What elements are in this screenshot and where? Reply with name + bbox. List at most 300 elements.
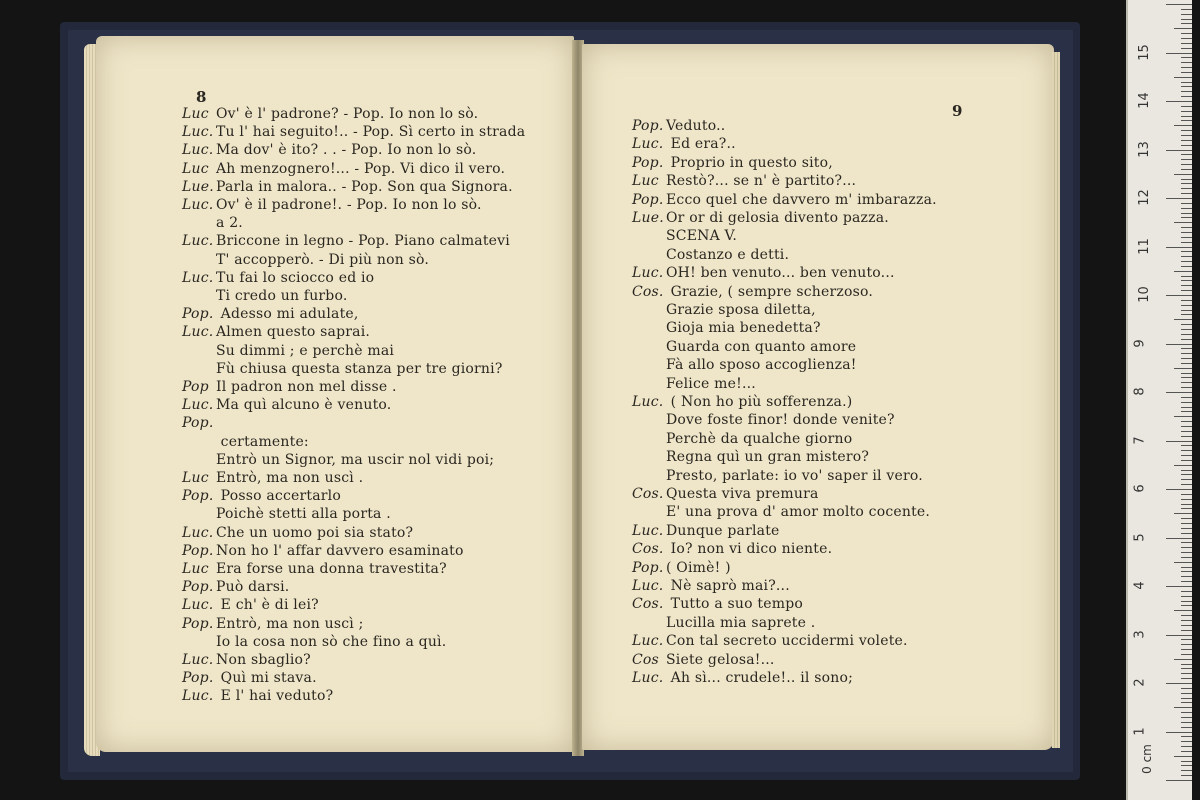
text-line [182, 452, 494, 468]
ruler-tick [1174, 222, 1192, 223]
ruler-tick [1181, 276, 1192, 277]
ruler-tick [1166, 780, 1192, 781]
ruler-tick [1181, 251, 1192, 252]
line-text: Ti credo un furbo. [216, 288, 348, 304]
text-line [632, 541, 832, 557]
ruler-number: 4 [1132, 581, 1148, 590]
line-text: Gioja mia benedetta? [666, 320, 821, 337]
line-text: Fù chiusa questa stanza per tre giorni? [216, 360, 503, 377]
speaker-label: Pop. [632, 154, 664, 171]
line-text: E l' hai veduto? [216, 688, 334, 705]
ruler-tick [1181, 213, 1192, 214]
ruler-tick [1181, 261, 1192, 262]
ruler-tick [1181, 242, 1192, 243]
speaker-label: Luc. [632, 670, 664, 686]
text-line [182, 415, 216, 431]
ruler-tick [1174, 756, 1192, 757]
ruler-tick [1181, 373, 1192, 374]
line-text: E ch' è di lei? [216, 597, 319, 614]
ruler-tick [1181, 159, 1192, 160]
ruler-tick [1181, 86, 1192, 87]
ruler-tick [1181, 470, 1192, 471]
ruler-number: 12 [1136, 189, 1152, 206]
line-text: a 2. [216, 215, 243, 232]
text-line [182, 288, 348, 304]
line-text: Lucilla mia saprete . [666, 614, 816, 631]
ruler-tick [1181, 91, 1192, 92]
ruler-tick [1181, 140, 1192, 141]
ruler-tick [1181, 164, 1192, 165]
line-text: Entrò, ma non uscì ; [216, 615, 364, 632]
text-line [632, 173, 856, 189]
ruler-tick [1181, 741, 1192, 742]
line-text: Regna quì un gran mistero? [666, 449, 870, 466]
ruler-tick [1181, 761, 1192, 762]
speaker-label: Pop. [182, 579, 214, 596]
line-text: Ma quì alcuno è venuto. [216, 397, 392, 414]
line-text: Su dimmi ; e perchè mai [216, 342, 395, 359]
text-line [182, 215, 243, 231]
text-line [182, 106, 478, 122]
ruler-tick [1181, 310, 1192, 311]
line-text: Entrò un Signor, ma uscir nol vidi poi; [216, 451, 495, 468]
speaker-label: Luc. [632, 522, 664, 539]
ruler-tick [1181, 411, 1192, 412]
line-text: ( Oimè! ) [666, 559, 731, 576]
line-text: Fà allo sposo accoglienza! [666, 357, 857, 374]
speaker-label: Luc. [182, 324, 214, 341]
line-text: Felice me!... [666, 375, 756, 392]
ruler-tick [1181, 193, 1192, 194]
ruler-tick [1181, 474, 1192, 475]
ruler-tick [1181, 664, 1192, 665]
line-text: Il padron non mel disse . [216, 379, 397, 395]
speaker-label: Pop. [182, 415, 214, 432]
ruler-tick [1181, 736, 1192, 737]
page-edges-right [1052, 52, 1060, 748]
text-line [632, 136, 736, 152]
ruler-tick [1174, 562, 1192, 563]
ruler-tick [1181, 57, 1192, 58]
speaker-label: Pop. [632, 118, 664, 134]
speaker-label: Luc. [182, 269, 214, 286]
line-text: Grazie, ( sempre scherzoso. [666, 283, 874, 300]
text-line [632, 652, 775, 668]
line-text: OH! ben venuto... ben venuto... [666, 265, 895, 282]
speaker-label: Pop. [632, 559, 664, 576]
ruler-tick [1181, 601, 1192, 602]
ruler-tick [1181, 72, 1192, 73]
line-text: Tu fai lo sciocco ed io [216, 269, 375, 286]
line-text: Che un uomo poi sia stato? [216, 524, 414, 541]
ruler-tick [1181, 542, 1192, 543]
line-text: Parla in malora.. - Pop. Son qua Signora. [216, 178, 513, 195]
ruler-tick [1181, 353, 1192, 354]
text-line [632, 523, 780, 539]
ruler-tick [1181, 329, 1192, 330]
text-line [182, 543, 464, 559]
ruler-tick [1181, 23, 1192, 24]
ruler-tick [1181, 596, 1192, 597]
text-line [182, 270, 374, 286]
speaker-label: Cos. [632, 596, 664, 613]
speaker-label: Cos. [632, 283, 664, 300]
text-line [632, 431, 852, 447]
line-text: Perchè da qualche giorno [666, 430, 853, 447]
ruler-tick [1181, 48, 1192, 49]
ruler-tick [1181, 266, 1192, 267]
line-text: Era forse una donna travestita? [216, 561, 447, 577]
text-line [632, 357, 857, 373]
ruler-tick [1181, 504, 1192, 505]
ruler-tick [1166, 247, 1192, 248]
ruler-tick [1181, 765, 1192, 766]
text-line [632, 504, 930, 520]
ruler-tick [1181, 649, 1192, 650]
text-line [182, 361, 503, 377]
ruler-tick [1166, 344, 1192, 345]
ruler-number: 2 [1132, 678, 1148, 687]
ruler-tick [1174, 707, 1192, 708]
ruler-tick [1181, 479, 1192, 480]
ruler-tick [1166, 392, 1192, 393]
ruler-number: 15 [1136, 43, 1152, 61]
ruler-tick [1181, 557, 1192, 558]
ruler-tick [1181, 82, 1192, 83]
ruler-tick [1181, 591, 1192, 592]
ruler-tick [1181, 33, 1192, 34]
line-text: Ah sì... crudele!.. il sono; [666, 670, 854, 686]
speaker-label: Cos. [632, 541, 664, 558]
speaker-label: Lue. [632, 210, 664, 226]
ruler-tick [1181, 644, 1192, 645]
text-line [632, 449, 869, 465]
ruler-tick [1181, 523, 1192, 524]
line-text: Grazie sposa diletta, [666, 302, 816, 318]
text-line [632, 486, 819, 502]
line-text: Presto, parlate: io vo' saper il vero. [666, 467, 923, 484]
ruler-tick [1181, 43, 1192, 44]
text-line [632, 302, 816, 318]
ruler-number: 5 [1132, 532, 1148, 542]
line-text: SCENA V. [666, 228, 738, 245]
ruler-tick [1181, 615, 1192, 616]
ruler-tick [1181, 67, 1192, 68]
text-line [182, 525, 413, 541]
text-line [182, 233, 510, 249]
ruler-tick [1181, 688, 1192, 689]
ruler-tick [1181, 106, 1192, 107]
ruler-tick [1181, 256, 1192, 257]
text-line [632, 394, 852, 410]
line-text: Ov' è l' padrone? - Pop. Io non lo sò. [216, 106, 479, 122]
ruler-tick [1174, 77, 1192, 78]
ruler-tick [1181, 668, 1192, 669]
ruler-tick [1166, 635, 1192, 636]
speaker-label: Luc. [182, 688, 214, 705]
line-text: Briccone in legno - Pop. Piano calmatevi [216, 233, 510, 250]
ruler-tick [1181, 751, 1192, 752]
ruler-tick [1174, 125, 1192, 126]
ruler-tick [1181, 460, 1192, 461]
line-text: Veduto.. [666, 118, 726, 134]
ruler-tick [1181, 232, 1192, 233]
ruler-tick [1181, 305, 1192, 306]
line-text: ( Non ho più sofferenza.) [666, 394, 853, 410]
ruler-tick [1181, 625, 1192, 626]
text-line [632, 284, 873, 300]
ruler-tick [1181, 387, 1192, 388]
text-line [632, 615, 815, 631]
text-line [182, 597, 319, 613]
speaker-label: Pop. [182, 670, 214, 687]
text-line [182, 670, 317, 686]
text-line [632, 228, 737, 244]
ruler-tick [1181, 290, 1192, 291]
ruler-tick [1174, 28, 1192, 29]
speaker-label: Luc [182, 470, 209, 486]
text-line [182, 579, 289, 595]
text-line [632, 192, 937, 208]
ruler-tick [1166, 295, 1192, 296]
ruler-tick [1181, 581, 1192, 582]
ruler-tick [1181, 630, 1192, 631]
speaker-label: Pop. [632, 191, 664, 208]
text-line [182, 434, 309, 450]
text-line [632, 560, 731, 576]
ruler-tick [1181, 111, 1192, 112]
speaker-label: Luc. [182, 124, 214, 141]
ruler-tick [1181, 38, 1192, 39]
ruler-tick [1181, 300, 1192, 301]
line-text: certamente: [216, 433, 309, 450]
ruler-tick [1174, 659, 1192, 660]
ruler-tick [1181, 727, 1192, 728]
speaker-label: Luc [182, 561, 209, 577]
speaker-label: Luc. [632, 265, 664, 282]
ruler-tick [1181, 237, 1192, 238]
speaker-label: Luc. [182, 397, 214, 414]
speaker-label: Luc. [182, 652, 214, 668]
speaker-label: Luc [182, 160, 209, 177]
ruler-tick [1166, 441, 1192, 442]
ruler-tick [1181, 702, 1192, 703]
ruler-tick [1181, 324, 1192, 325]
ruler-tick [1181, 382, 1192, 383]
ruler-tick [1181, 450, 1192, 451]
text-line [182, 616, 364, 632]
measurement-ruler [1126, 0, 1192, 800]
ruler-tick [1181, 154, 1192, 155]
text-line [182, 343, 394, 359]
page-number-right: 9 [952, 102, 963, 120]
line-text: Tu l' hai seguito!.. - Pop. Sì certo in strada [216, 124, 526, 141]
line-text: Io la cosa non sò che fino a quì. [216, 633, 447, 650]
ruler-tick [1181, 334, 1192, 335]
ruler-number: 1 [1132, 726, 1148, 736]
ruler-number: 8 [1132, 387, 1148, 396]
ruler-tick [1181, 770, 1192, 771]
ruler-tick [1166, 732, 1192, 733]
ruler-number: 3 [1132, 629, 1148, 639]
ruler-tick [1181, 576, 1192, 577]
ruler-tick [1181, 402, 1192, 403]
ruler-number: 9 [1132, 338, 1148, 348]
text-line [632, 670, 853, 686]
ruler-tick [1181, 19, 1192, 20]
ruler-tick [1181, 377, 1192, 378]
text-line [182, 688, 333, 704]
ruler-tick [1181, 397, 1192, 398]
text-line [182, 252, 429, 268]
line-text: Non sbaglio? [216, 652, 311, 668]
text-line [632, 376, 756, 392]
ruler-tick [1181, 693, 1192, 694]
ruler-tick [1181, 145, 1192, 146]
ruler-number: 13 [1136, 140, 1152, 158]
ruler-tick [1181, 130, 1192, 131]
text-line [632, 118, 725, 134]
ruler-tick [1181, 135, 1192, 136]
text-line [182, 561, 447, 577]
ruler-tick [1166, 683, 1192, 684]
ruler-tick [1181, 547, 1192, 548]
ruler-tick [1181, 14, 1192, 15]
line-text: T' accopperò. - Di più non sò. [216, 251, 430, 268]
line-text: Dunque parlate [666, 522, 780, 539]
ruler-tick [1181, 431, 1192, 432]
ruler-tick [1181, 314, 1192, 315]
text-line [182, 179, 513, 195]
ruler-tick [1181, 208, 1192, 209]
line-text: Dove foste finor! donde venite? [666, 412, 895, 429]
ruler-tick [1181, 280, 1192, 281]
left-page [96, 36, 574, 752]
ruler-tick [1181, 571, 1192, 572]
text-line [632, 155, 833, 171]
ruler-tick [1181, 436, 1192, 437]
text-line [182, 197, 482, 213]
speaker-label: Luc. [182, 524, 214, 541]
ruler-tick [1181, 116, 1192, 117]
text-line [632, 468, 923, 484]
ruler-tick [1181, 188, 1192, 189]
ruler-tick [1181, 9, 1192, 10]
ruler-tick [1181, 217, 1192, 218]
speaker-label: Luc. [182, 597, 214, 614]
ruler-tick [1181, 620, 1192, 621]
ruler-tick [1181, 722, 1192, 723]
ruler-tick [1174, 174, 1192, 175]
text-line [182, 634, 446, 650]
page-number-left: 8 [196, 88, 207, 106]
speaker-label: Cos [632, 651, 659, 668]
ruler-tick [1181, 678, 1192, 679]
line-text: Nè saprò mai?... [666, 578, 790, 594]
line-text: Guarda con quanto amore [666, 338, 857, 355]
ruler-unit-label: 0 cm [1139, 744, 1154, 774]
ruler-tick [1181, 407, 1192, 408]
speaker-label: Luc. [182, 233, 214, 250]
ruler-tick [1181, 639, 1192, 640]
speaker-label: Pop. [182, 488, 214, 505]
ruler-tick [1181, 358, 1192, 359]
ruler-tick [1181, 528, 1192, 529]
ruler-tick [1181, 654, 1192, 655]
line-text: Adesso mi adulate, [216, 306, 359, 323]
speaker-label: Luc. [182, 197, 214, 213]
ruler-tick [1181, 227, 1192, 228]
text-line [182, 124, 525, 140]
text-line [182, 379, 397, 395]
ruler-tick [1174, 610, 1192, 611]
ruler-tick [1181, 62, 1192, 63]
ruler-tick [1181, 552, 1192, 553]
ruler-tick [1174, 319, 1192, 320]
text-line [632, 265, 895, 281]
ruler-tick [1181, 348, 1192, 349]
ruler-tick [1181, 169, 1192, 170]
ruler-tick [1166, 489, 1192, 490]
ruler-tick [1181, 712, 1192, 713]
ruler-tick [1181, 698, 1192, 699]
line-text: Poichè stetti alla porta . [216, 506, 391, 523]
ruler-tick [1181, 285, 1192, 286]
ruler-tick [1181, 455, 1192, 456]
text-line [182, 324, 370, 340]
speaker-label: Luc. [182, 142, 214, 159]
text-line [632, 320, 821, 336]
text-line [182, 652, 311, 668]
speaker-label: Luc. [632, 136, 664, 153]
line-text: Costanzo e detti. [666, 246, 790, 263]
line-text: Almen questo saprai. [216, 324, 371, 341]
speaker-label: Pop. [182, 542, 214, 559]
text-line [182, 306, 359, 322]
text-line [632, 210, 889, 226]
ruler-tick [1181, 533, 1192, 534]
text-line [632, 412, 895, 428]
ruler-tick [1166, 198, 1192, 199]
ruler-tick [1181, 746, 1192, 747]
ruler-tick [1181, 717, 1192, 718]
ruler-tick [1166, 586, 1192, 587]
ruler-tick [1174, 513, 1192, 514]
text-line [632, 578, 790, 594]
ruler-tick [1181, 120, 1192, 121]
ruler-tick [1166, 101, 1192, 102]
ruler-tick [1181, 203, 1192, 204]
ruler-number: 10 [1136, 286, 1152, 303]
speaker-label: Pop. [182, 306, 214, 323]
right-page [582, 44, 1054, 750]
ruler-tick [1181, 339, 1192, 340]
line-text: Io? non vi dico niente. [666, 541, 833, 558]
line-text: E' una prova d' amor molto cocente. [666, 504, 931, 521]
text-line [182, 506, 391, 522]
speaker-label: Luc. [632, 578, 664, 594]
text-line [632, 596, 803, 612]
ruler-number: 7 [1132, 435, 1148, 445]
line-text: Or or di gelosia divento pazza. [666, 210, 889, 226]
ruler-tick [1181, 673, 1192, 674]
ruler-tick [1181, 421, 1192, 422]
ruler-tick [1181, 518, 1192, 519]
speaker-label: Pop [182, 379, 209, 395]
ruler-tick [1181, 96, 1192, 97]
line-text: Ov' è il padrone!. - Pop. Io non lo sò. [216, 197, 482, 213]
ruler-tick [1181, 567, 1192, 568]
